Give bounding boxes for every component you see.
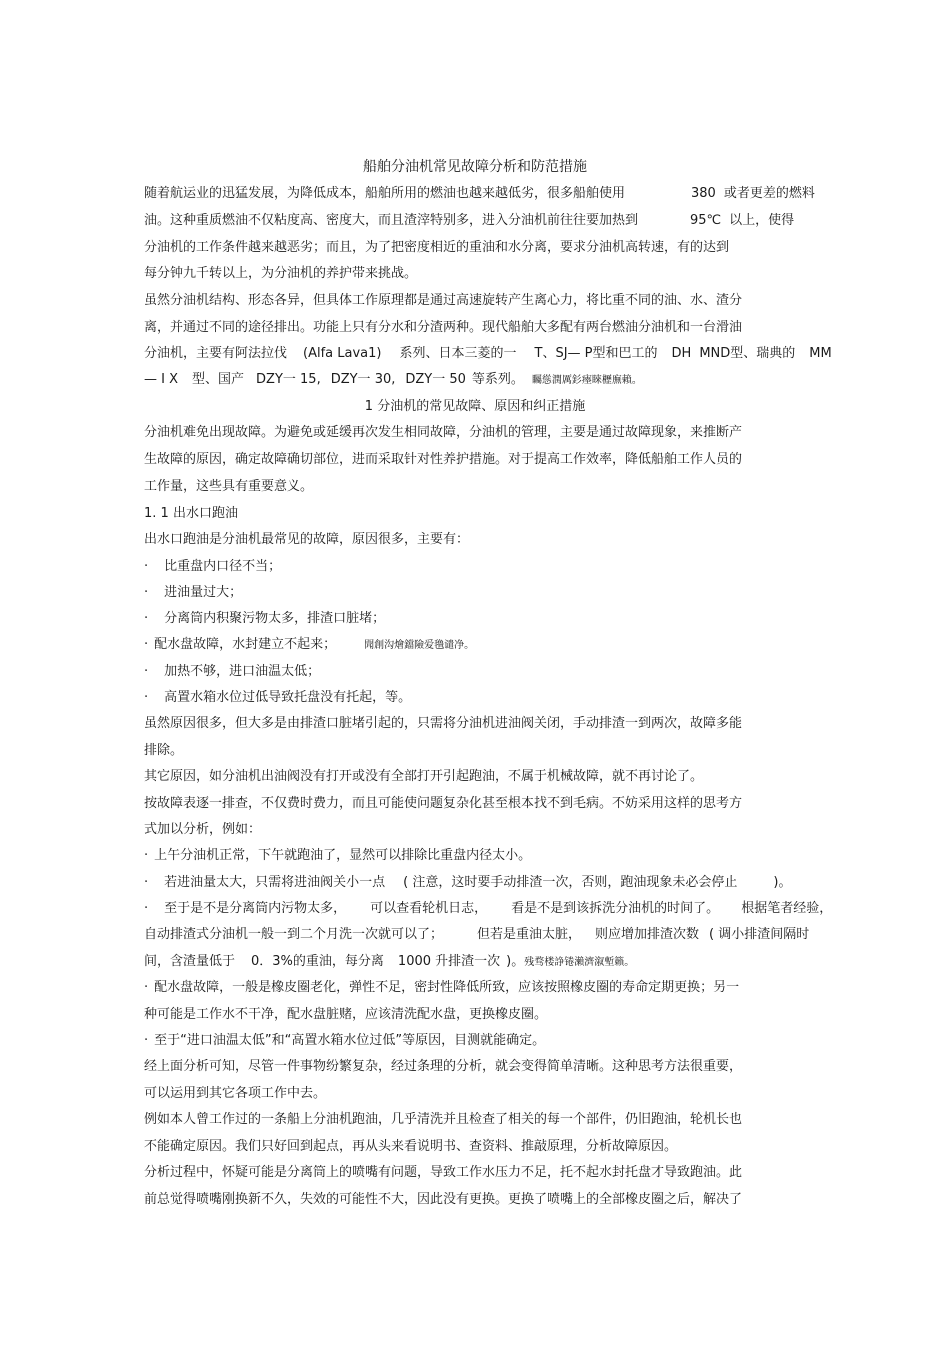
text-span: 看是不是到该拆洗分油机的时间了。 bbox=[511, 901, 720, 916]
text-span: 系列、日本三菱的一 bbox=[399, 346, 517, 361]
analysis-item-4 bbox=[144, 980, 739, 996]
text-span: 进油量过大； bbox=[164, 585, 243, 600]
paragraph-2-line-4 bbox=[144, 372, 642, 389]
bullet-mark: · bbox=[144, 875, 149, 890]
text-span: ( 调小排渣间隔时 bbox=[709, 927, 810, 942]
text-span: DZY一 50 bbox=[405, 372, 466, 387]
text-span: 间，含渣量低于 bbox=[144, 954, 236, 969]
text-span: MM bbox=[809, 346, 832, 361]
paragraph-3-line-3: 工作量，这些具有重要意义。 bbox=[144, 479, 314, 494]
paragraph-4: 出水口跑油是分油机最常见的故障，原因很多，主要有： bbox=[144, 532, 470, 547]
paragraph-1-line-1 bbox=[144, 186, 815, 202]
text-span: 自动排渣式分油机一般一到二个月洗一次就可以了； bbox=[144, 927, 444, 942]
analysis-item-2 bbox=[144, 875, 791, 891]
paragraph-6-line-6: 前总觉得喷嘴刚换新不久，失效的可能性不大，因此没有更换。更换了喷嘴上的全部橡皮圈之后，解决了 bbox=[144, 1192, 743, 1207]
text-span: 型和巴工的 bbox=[592, 346, 658, 361]
text-span: 聞創沟燴鐺險爱氇谴净。 bbox=[364, 640, 475, 651]
bullet-mark: · bbox=[144, 559, 149, 574]
text-span: 随着航运业的迅猛发展，为降低成本，船舶所用的燃油也越来越低劣，很多船舶使用 bbox=[144, 186, 626, 201]
analysis-item-5 bbox=[144, 1033, 545, 1049]
text-span: 残骛楼諍锩瀨濟溆塹籟。 bbox=[524, 957, 635, 968]
bullet-mark: · bbox=[144, 901, 149, 916]
paragraph-6-line-1: 经上面分析可知，尽管一件事物纷繁复杂，经过条理的分析，就会变得简单清晰。这种思考方法很重要， bbox=[144, 1059, 743, 1074]
analysis-item-4-line-2: 种可能是工作水不干净，配水盘脏赌，应该清洗配水盘，更换橡皮圈。 bbox=[144, 1007, 548, 1022]
bullet-item-1 bbox=[144, 559, 281, 575]
paragraph-3-line-2: 生故障的原因，确定故障确切部位，进而采取针对性养护措施。对于提高工作效率，降低船舶工作人员的 bbox=[144, 452, 743, 467]
text-span: 以上，使得 bbox=[729, 213, 795, 228]
paragraph-6-line-2: 可以运用到其它各项工作中去。 bbox=[144, 1086, 327, 1101]
text-span: 等系列。 bbox=[471, 372, 524, 387]
text-span: 0．3%的重油，每分离 bbox=[251, 954, 384, 969]
text-span: 比重盘内口径不当； bbox=[164, 559, 282, 574]
text-span: 分离筒内积聚污物太多，排渣口脏堵； bbox=[164, 611, 386, 626]
text-span: T、SJ— P bbox=[534, 346, 593, 361]
paragraph-6-line-4: 不能确定原因。我们只好回到起点，再从头来看说明书、查资料、推敲原理，分析故障原因。 bbox=[144, 1139, 678, 1154]
text-span: 可以查看轮机日志， bbox=[370, 901, 488, 916]
bullet-item-3 bbox=[144, 611, 385, 627]
text-span: 型、国产 bbox=[192, 372, 245, 387]
text-span: 加热不够，进口油温太低； bbox=[164, 664, 321, 679]
analysis-item-3 bbox=[144, 901, 832, 917]
paragraph-3-line-1: 分油机难免出现故障。为避免或延缓再次发生相同故障，分油机的管理，主要是通过故障现象，来推断产 bbox=[144, 425, 743, 440]
text-span: DH bbox=[671, 346, 692, 361]
text-span: 或者更差的燃料 bbox=[723, 186, 815, 201]
text-span: DZY一 30, bbox=[330, 372, 396, 387]
bullet-item-5 bbox=[144, 664, 320, 680]
text-span: 380 bbox=[691, 186, 716, 201]
text-span: 1000 升排渣一次 bbox=[397, 954, 501, 969]
text-span: 95℃ bbox=[690, 213, 722, 228]
text-span: 根据笔者经验， bbox=[741, 901, 833, 916]
text-span: 至于是不是分离筒内污物太多， bbox=[164, 901, 347, 916]
text-span: 高置水箱水位过低导致托盘没有托起，等。 bbox=[164, 690, 412, 705]
paragraph-5-line-3: 其它原因，如分油机出油阀没有打开或没有全部打开引起跑油，不属于机械故障，就不再讨论了。 bbox=[144, 769, 704, 784]
section-heading-1: 1 分油机的常见故障、原因和纠正措施 bbox=[364, 399, 586, 414]
paragraph-2-line-1: 虽然分油机结构、形态各异，但具体工作原理都是通过高速旋转产生离心力，将比重不同的油、水、渣分 bbox=[144, 293, 743, 308]
bullet-mark: · bbox=[144, 690, 149, 705]
text-span: 至于“进口油温太低”和“高置水箱水位过低”等原因，目测就能确定。 bbox=[154, 1033, 546, 1048]
text-span: MND型、瑞典的 bbox=[699, 346, 796, 361]
paragraph-1-line-2 bbox=[144, 213, 794, 229]
bullet-mark: · bbox=[144, 848, 149, 863]
bullet-mark: · bbox=[144, 637, 149, 652]
text-span: 配水盘故障，水封建立不起来； bbox=[154, 637, 337, 652]
paragraph-2-line-2: 离，并通过不同的途径排出。功能上只有分水和分渣两种。现代船舶大多配有两台燃油分油机和一台滑油 bbox=[144, 320, 743, 335]
analysis-item-3-line-2 bbox=[144, 927, 809, 943]
paragraph-6-line-5: 分析过程中，怀疑可能是分离筒上的喷嘴有问题，导致工作水压力不足，托不起水封托盘才导致跑油。此 bbox=[144, 1165, 743, 1180]
paragraph-5-line-5: 式加以分析，例如： bbox=[144, 822, 262, 837]
text-span: 矚慫潤厲釤瘞睞櫪廡賴。 bbox=[531, 375, 642, 386]
bullet-mark: · bbox=[144, 1033, 149, 1048]
text-span: (Alfa Lava1) bbox=[303, 346, 382, 361]
subsection-heading-1-1: 1. 1 出水口跑油 bbox=[144, 506, 238, 521]
analysis-item-3-line-3 bbox=[144, 954, 634, 971]
paragraph-2-line-3 bbox=[144, 346, 832, 362]
bullet-item-2 bbox=[144, 585, 242, 601]
text-span: )。 bbox=[506, 954, 525, 969]
text-span: 若进油量太大，只需将进油阀关小一点 bbox=[164, 875, 386, 890]
paragraph-5-line-2: 排除。 bbox=[144, 743, 184, 758]
text-span: 则应增加排渣次数 bbox=[595, 927, 700, 942]
paragraph-1-line-4: 每分钟九千转以上，为分油机的养护带来挑战。 bbox=[144, 266, 418, 281]
paragraph-6-line-3: 例如本人曾工作过的一条船上分油机跑油，几乎清洗并且检查了相关的每一个部件，仍旧跑油，轮机长也 bbox=[144, 1112, 743, 1127]
text-span: 上午分油机正常，下午就跑油了，显然可以排除比重盘内径太小。 bbox=[154, 848, 532, 863]
text-span: 配水盘故障，一般是橡皮圈老化，弹性不足，密封性降低所致，应该按照橡皮圈的寿命定期更换；另一 bbox=[154, 980, 740, 995]
bullet-mark: · bbox=[144, 664, 149, 679]
bullet-item-4 bbox=[144, 637, 474, 654]
text-span: 油。这种重质燃油不仅粘度高、密度大，而且渣滓特别多，进入分油机前往往要加热到 bbox=[144, 213, 639, 228]
text-span: 但若是重油太脏， bbox=[477, 927, 582, 942]
analysis-item-1 bbox=[144, 848, 531, 864]
paragraph-5-line-4: 按故障表逐一排查，不仅费时费力，而且可能使问题复杂化甚至根本找不到毛病。不妨采用这样的思考方 bbox=[144, 796, 743, 811]
text-span: )。 bbox=[773, 875, 792, 890]
bullet-item-6 bbox=[144, 690, 411, 706]
text-span: 分油机，主要有阿法拉伐 bbox=[144, 346, 288, 361]
bullet-mark: · bbox=[144, 585, 149, 600]
paragraph-5-line-1: 虽然原因很多，但大多是由排渣口脏堵引起的，只需将分油机进油阀关闭，手动排渣一到两次，故障多能 bbox=[144, 716, 743, 731]
text-span: — I X bbox=[144, 372, 179, 387]
page-title: 船舶分油机常见故障分析和防范措施 bbox=[363, 159, 587, 175]
paragraph-1-line-3: 分油机的工作条件越来越恶劣；而且，为了把密度相近的重油和水分离，要求分油机高转速，有的达到 bbox=[144, 240, 730, 255]
bullet-mark: · bbox=[144, 611, 149, 626]
text-span: ( 注意，这时要手动排渣一次，否则，跑油现象未必会停止 bbox=[403, 875, 738, 890]
text-span: DZY一 15, bbox=[256, 372, 321, 387]
bullet-mark: · bbox=[144, 980, 149, 995]
